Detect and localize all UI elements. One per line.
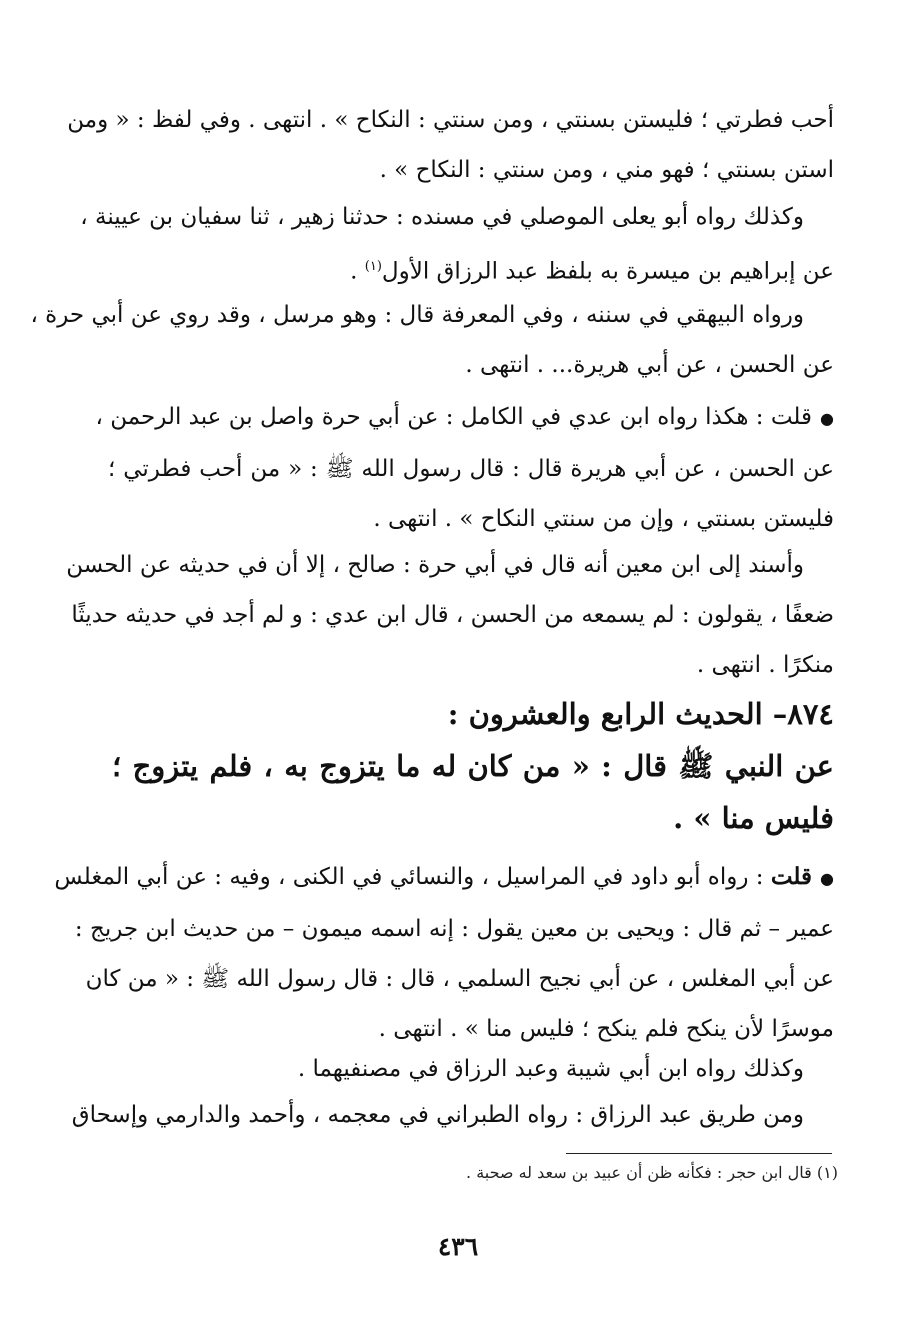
text-line: عن أبي المغلس ، عن أبي نجيح السلمي ، قال : قال رسول الله ﷺ : « من كان xyxy=(85,966,834,992)
paragraph-6 xyxy=(54,852,834,1054)
paragraph-4 xyxy=(95,392,834,544)
text-line: ضعفًا ، يقولون : لم يسمعه من الحسن ، قال ابن عدي : و لم أجد في حديثه حديثًا xyxy=(71,602,834,628)
text-line: ومن طريق عبد الرزاق : رواه الطبراني في معجمه ، وأحمد والدارمي وإسحاق xyxy=(71,1102,804,1128)
footnote: (١) قال ابن حجر : فكأنه ظن أن عبيد بن سعد له صحبة . xyxy=(466,1163,838,1182)
text-line xyxy=(54,852,834,904)
text-line: أحب فطرتي ؛ فليستن بسنتي ، ومن سنتي : النكاح » . انتهى . وفي لفظ : « ومن xyxy=(67,107,834,133)
text-segment: . xyxy=(350,258,365,285)
heading-title: ٨٧٤– الحديث الرابع والعشرون : xyxy=(447,697,834,731)
text-line: وكذلك رواه ابن أبي شيبة وعبد الرزاق في مصنفيهما . xyxy=(297,1056,804,1082)
heading-text: فليس منا » . xyxy=(673,801,834,835)
bullet-icon: ● xyxy=(820,409,834,428)
text-segment: عن إبراهيم بن ميسرة به بلفظ عبد الرزاق الأول xyxy=(381,258,834,285)
text-line: موسرًا لأن ينكح فلم ينكح ؛ فليس منا » . انتهى . xyxy=(378,1016,834,1042)
text-line: استن بسنتي ؛ فهو مني ، ومن سنتي : النكاح » . xyxy=(379,157,834,183)
paragraph-1 xyxy=(67,95,834,195)
paragraph-8 xyxy=(71,1090,834,1140)
text-line: فليستن بسنتي ، وإن من سنتي النكاح » . انتهى . xyxy=(373,506,834,532)
page-number: ٤٣٦ xyxy=(437,1232,479,1261)
bullet-icon: ● xyxy=(820,869,834,888)
paragraph-7 xyxy=(108,1044,834,1094)
paragraph-5 xyxy=(66,540,834,690)
paragraph-2 xyxy=(80,192,834,297)
text-line: عمير – ثم قال : ويحيى بن معين يقول : إنه اسمه ميمون – من حديث ابن جريج : xyxy=(74,916,834,942)
heading-text: عن النبي ﷺ قال : « من كان له ما يتزوج به ، فلم يتزوج ؛ xyxy=(112,749,834,783)
hadith-heading xyxy=(112,688,834,844)
text-line xyxy=(108,242,834,297)
text-segment: : رواه أبو داود في المراسيل ، والنسائي في الكنى ، وفيه : عن أبي المغلس xyxy=(54,864,771,890)
text-line: منكرًا . انتهى . xyxy=(696,652,834,678)
lead-word: قلت xyxy=(770,863,813,890)
text-segment: : هكذا رواه ابن عدي في الكامل : عن أبي حرة واصل بن عبد الرحمن ، xyxy=(95,404,771,430)
footnote-ref[interactable]: (١) xyxy=(364,259,382,274)
text-line xyxy=(95,392,834,444)
text-line: عن الحسن ، عن أبي هريرة... . انتهى . xyxy=(465,352,834,378)
paragraph-3 xyxy=(30,290,834,390)
lead-word: قلت xyxy=(770,404,813,430)
footnote-divider xyxy=(566,1153,832,1154)
text-line: وأسند إلى ابن معين أنه قال في أبي حرة : صالح ، إلا أن في حديثه عن الحسن xyxy=(66,552,804,578)
text-line: ورواه البيهقي في سننه ، وفي المعرفة قال : وهو مرسل ، وقد روي عن أبي حرة ، xyxy=(30,302,804,328)
text-line: وكذلك رواه أبو يعلى الموصلي في مسنده : حدثنا زهير ، ثنا سفيان بن عيينة ، xyxy=(80,204,804,230)
text-line: عن الحسن ، عن أبي هريرة قال : قال رسول الله ﷺ : « من أحب فطرتي ؛ xyxy=(108,456,834,482)
